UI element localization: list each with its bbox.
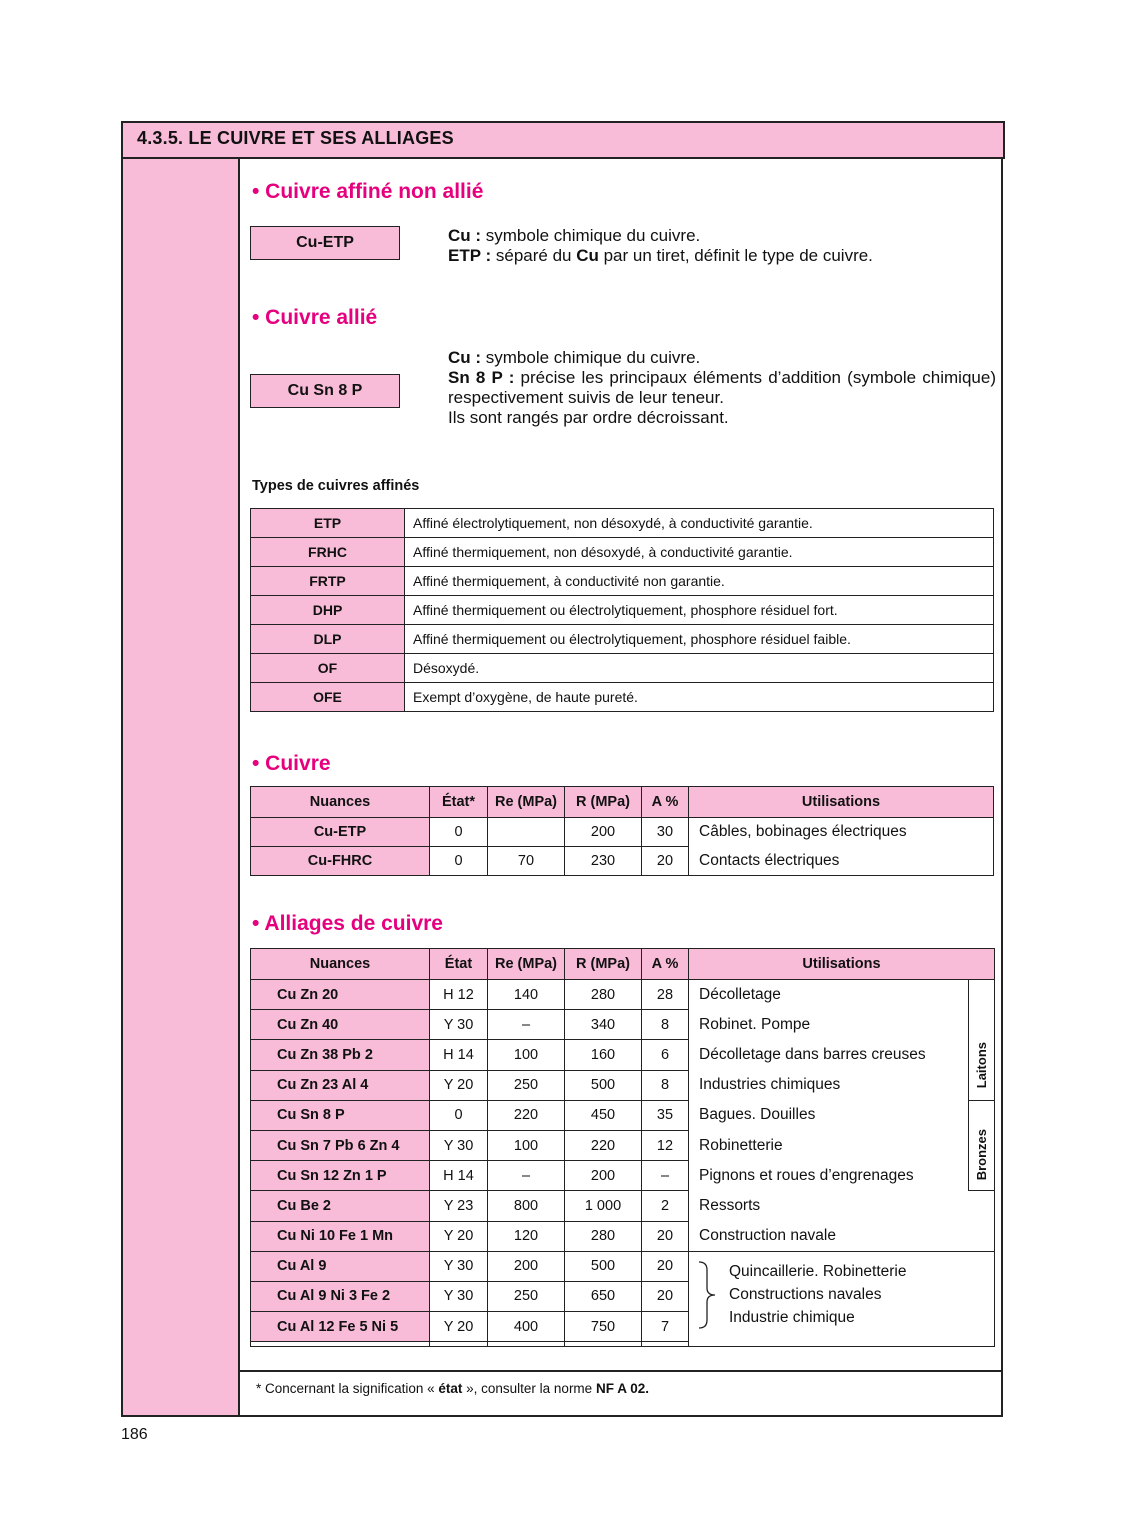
grouped-utilisation-line: Quincaillerie. Robinetterie (729, 1262, 907, 1280)
alliage-row (251, 1221, 995, 1251)
utilisation-cell: Câbles, bobinages électriques (689, 818, 994, 847)
alliages-header-cell: Re (MPa) (488, 949, 565, 980)
utilisation-cell: Contacts électriques (689, 847, 994, 876)
types-row (251, 538, 994, 567)
type-description: Exempt d’oxygène, de haute pureté. (405, 683, 994, 712)
section1-description: Cu : symbole chimique du cuivre. ETP : séparé du Cu par un tiret, définit le type de cuivre. (448, 226, 873, 265)
a-cell: 20 (642, 1251, 689, 1281)
code-box-cu-sn-8-p: Cu Sn 8 P (250, 374, 400, 408)
types-row (251, 567, 994, 596)
a-cell: 20 (642, 1281, 689, 1311)
etat-cell: H 12 (430, 980, 488, 1010)
etat-cell: Y 30 (430, 1281, 488, 1311)
types-table-title: Types de cuivres affinés (252, 478, 420, 494)
r-cell: 340 (565, 1010, 642, 1040)
etat-cell: 0 (430, 818, 488, 847)
alliages-header-cell: Nuances (251, 949, 430, 980)
etat-cell: H 14 (430, 1040, 488, 1070)
a-cell: 12 (642, 1130, 689, 1160)
nuance-cell: Cu Al 12 Fe 5 Ni 5 (251, 1312, 430, 1342)
type-description: Affiné thermiquement ou électrolytiquement, phosphore résiduel fort. (405, 596, 994, 625)
etat-cell: Y 20 (430, 1070, 488, 1100)
a-cell: 28 (642, 980, 689, 1010)
etat-cell: Y 30 (430, 1251, 488, 1281)
nuance-cell: Cu Zn 38 Pb 2 (251, 1040, 430, 1070)
alliages-header-cell: R (MPa) (565, 949, 642, 980)
brace-icon (697, 1260, 721, 1330)
types-row (251, 683, 994, 712)
nuance-cell: Cu-FHRC (251, 847, 430, 876)
alliage-row (251, 1251, 995, 1281)
re-cell: 70 (488, 847, 565, 876)
type-description: Affiné thermiquement ou électrolytiquement, phosphore résiduel faible. (405, 625, 994, 654)
cuivre-header-cell: R (MPa) (565, 787, 642, 818)
type-description: Affiné électrolytiquement, non désoxydé, à conductivité garantie. (405, 509, 994, 538)
r-cell: 650 (565, 1281, 642, 1311)
etat-cell: Y 20 (430, 1312, 488, 1342)
r-cell: 280 (565, 1221, 642, 1251)
types-row (251, 509, 994, 538)
nuance-cell: Cu Be 2 (251, 1191, 430, 1221)
type-code: OFE (251, 683, 405, 712)
alliage-row (251, 1100, 995, 1130)
cuivre-row (251, 847, 994, 876)
nuance-cell: Cu Ni 10 Fe 1 Mn (251, 1221, 430, 1251)
re-cell: 140 (488, 980, 565, 1010)
type-description: Désoxydé. (405, 654, 994, 683)
cuivre-table (250, 786, 994, 876)
types-row (251, 654, 994, 683)
a-cell: 20 (642, 1221, 689, 1251)
r-cell: 750 (565, 1312, 642, 1342)
types-row (251, 596, 994, 625)
group-bronzes (969, 1100, 995, 1191)
spacer-cell (488, 1342, 565, 1347)
type-code: DLP (251, 625, 405, 654)
spacer-cell (565, 1342, 642, 1347)
etat-cell: 0 (430, 1100, 488, 1130)
a-cell: 8 (642, 1070, 689, 1100)
page-number: 186 (121, 1426, 148, 1443)
footnote: * Concernant la signification « état », consulter la norme NF A 02. (256, 1381, 649, 1396)
re-cell: 220 (488, 1100, 565, 1130)
section-header (121, 121, 1005, 159)
type-code: FRTP (251, 567, 405, 596)
left-margin-column (123, 158, 240, 1415)
section-title-alliages: • Alliages de cuivre (252, 912, 443, 935)
re-cell: 120 (488, 1221, 565, 1251)
r-cell: 500 (565, 1251, 642, 1281)
alliage-row (251, 1191, 995, 1221)
section2-description: Cu : symbole chimique du cuivre. Sn 8 P : précise les principaux éléments d’addition (symbole chimique) respectivement suivis de leur teneur. Ils sont rangés par ordre décroissant. (448, 348, 996, 427)
alliages-header-cell: A % (642, 949, 689, 980)
cuivre-header-cell: A % (642, 787, 689, 818)
r-cell: 1 000 (565, 1191, 642, 1221)
utilisation-cell: Pignons et roues d’engrenages (689, 1161, 969, 1191)
section-title-cuivre: • Cuivre (252, 752, 331, 775)
re-cell: 200 (488, 1251, 565, 1281)
r-cell: 230 (565, 847, 642, 876)
etat-cell: H 14 (430, 1161, 488, 1191)
re-cell: 800 (488, 1191, 565, 1221)
alliages-table (250, 948, 995, 1347)
utilisation-cell: Bagues. Douilles (689, 1100, 969, 1130)
a-cell: – (642, 1161, 689, 1191)
re-cell: 400 (488, 1312, 565, 1342)
a-cell: 30 (642, 818, 689, 847)
nuance-cell: Cu Al 9 (251, 1251, 430, 1281)
r-cell: 200 (565, 818, 642, 847)
utilisation-cell: Décolletage (689, 980, 969, 1010)
nuance-cell: Cu-ETP (251, 818, 430, 847)
nuance-cell: Cu Al 9 Ni 3 Fe 2 (251, 1281, 430, 1311)
etat-cell: Y 23 (430, 1191, 488, 1221)
grouped-utilisation-cell (689, 1251, 995, 1347)
alliages-header-row (251, 949, 995, 980)
etat-cell: Y 30 (430, 1010, 488, 1040)
code-box-cu-etp: Cu-ETP (250, 226, 400, 260)
type-code: OF (251, 654, 405, 683)
spacer-cell (251, 1342, 430, 1347)
section-header-title: 4.3.5. LE CUIVRE ET SES ALLIAGES (137, 128, 454, 148)
r-cell: 220 (565, 1130, 642, 1160)
etat-cell: Y 30 (430, 1130, 488, 1160)
grouped-utilisation-line: Industrie chimique (729, 1308, 855, 1326)
a-cell: 2 (642, 1191, 689, 1221)
cuivre-row (251, 818, 994, 847)
section-title-cuivre-allie: • Cuivre allié (252, 306, 378, 329)
nuance-cell: Cu Sn 12 Zn 1 P (251, 1161, 430, 1191)
alliage-row (251, 1040, 995, 1070)
utilisation-cell: Robinetterie (689, 1130, 969, 1160)
section-title-cuivre-affine: • Cuivre affiné non allié (252, 180, 484, 203)
etat-cell: Y 20 (430, 1221, 488, 1251)
brace-group (689, 1252, 994, 1329)
types-row (251, 625, 994, 654)
group-laitons (969, 980, 995, 1101)
nuance-cell: Cu Zn 40 (251, 1010, 430, 1040)
types-table (250, 508, 994, 712)
a-cell: 7 (642, 1312, 689, 1342)
utilisation-cell: Robinet. Pompe (689, 1010, 969, 1040)
grouped-utilisation-line: Constructions navales (729, 1285, 882, 1303)
cuivre-header-cell: Re (MPa) (488, 787, 565, 818)
alliage-row (251, 1070, 995, 1100)
cuivre-header-cell: Utilisations (689, 787, 994, 818)
nuance-cell: Cu Sn 8 P (251, 1100, 430, 1130)
utilisation-cell: Ressorts (689, 1191, 995, 1221)
group-label-laitons: Laitons (974, 1041, 989, 1088)
r-cell: 450 (565, 1100, 642, 1130)
alliage-row (251, 1010, 995, 1040)
a-cell: 35 (642, 1100, 689, 1130)
type-code: ETP (251, 509, 405, 538)
r-cell: 500 (565, 1070, 642, 1100)
group-label-bronzes: Bronzes (974, 1129, 989, 1181)
r-cell: 280 (565, 980, 642, 1010)
r-cell: 200 (565, 1161, 642, 1191)
type-code: DHP (251, 596, 405, 625)
alliages-header-cell: Utilisations (689, 949, 995, 980)
re-cell: 100 (488, 1040, 565, 1070)
re-cell: 250 (488, 1070, 565, 1100)
re-cell (488, 818, 565, 847)
nuance-cell: Cu Zn 23 Al 4 (251, 1070, 430, 1100)
alliages-header-cell: État (430, 949, 488, 980)
a-cell: 6 (642, 1040, 689, 1070)
nuance-cell: Cu Sn 7 Pb 6 Zn 4 (251, 1130, 430, 1160)
alliage-row (251, 980, 995, 1010)
cuivre-header-row (251, 787, 994, 818)
a-cell: 20 (642, 847, 689, 876)
footnote-divider (238, 1370, 1003, 1372)
alliage-row (251, 1161, 995, 1191)
utilisation-cell: Construction navale (689, 1221, 995, 1251)
utilisation-cell: Industries chimiques (689, 1070, 969, 1100)
utilisation-cell: Décolletage dans barres creuses (689, 1040, 969, 1070)
re-cell: 100 (488, 1130, 565, 1160)
spacer-cell (430, 1342, 488, 1347)
alliage-row (251, 1130, 995, 1160)
etat-cell: 0 (430, 847, 488, 876)
cuivre-header-cell: État* (430, 787, 488, 818)
re-cell: – (488, 1010, 565, 1040)
nuance-cell: Cu Zn 20 (251, 980, 430, 1010)
type-description: Affiné thermiquement, à conductivité non garantie. (405, 567, 994, 596)
re-cell: 250 (488, 1281, 565, 1311)
a-cell: 8 (642, 1010, 689, 1040)
spacer-cell (642, 1342, 689, 1347)
r-cell: 160 (565, 1040, 642, 1070)
re-cell: – (488, 1161, 565, 1191)
type-code: FRHC (251, 538, 405, 567)
cuivre-header-cell: Nuances (251, 787, 430, 818)
type-description: Affiné thermiquement, non désoxydé, à conductivité garantie. (405, 538, 994, 567)
